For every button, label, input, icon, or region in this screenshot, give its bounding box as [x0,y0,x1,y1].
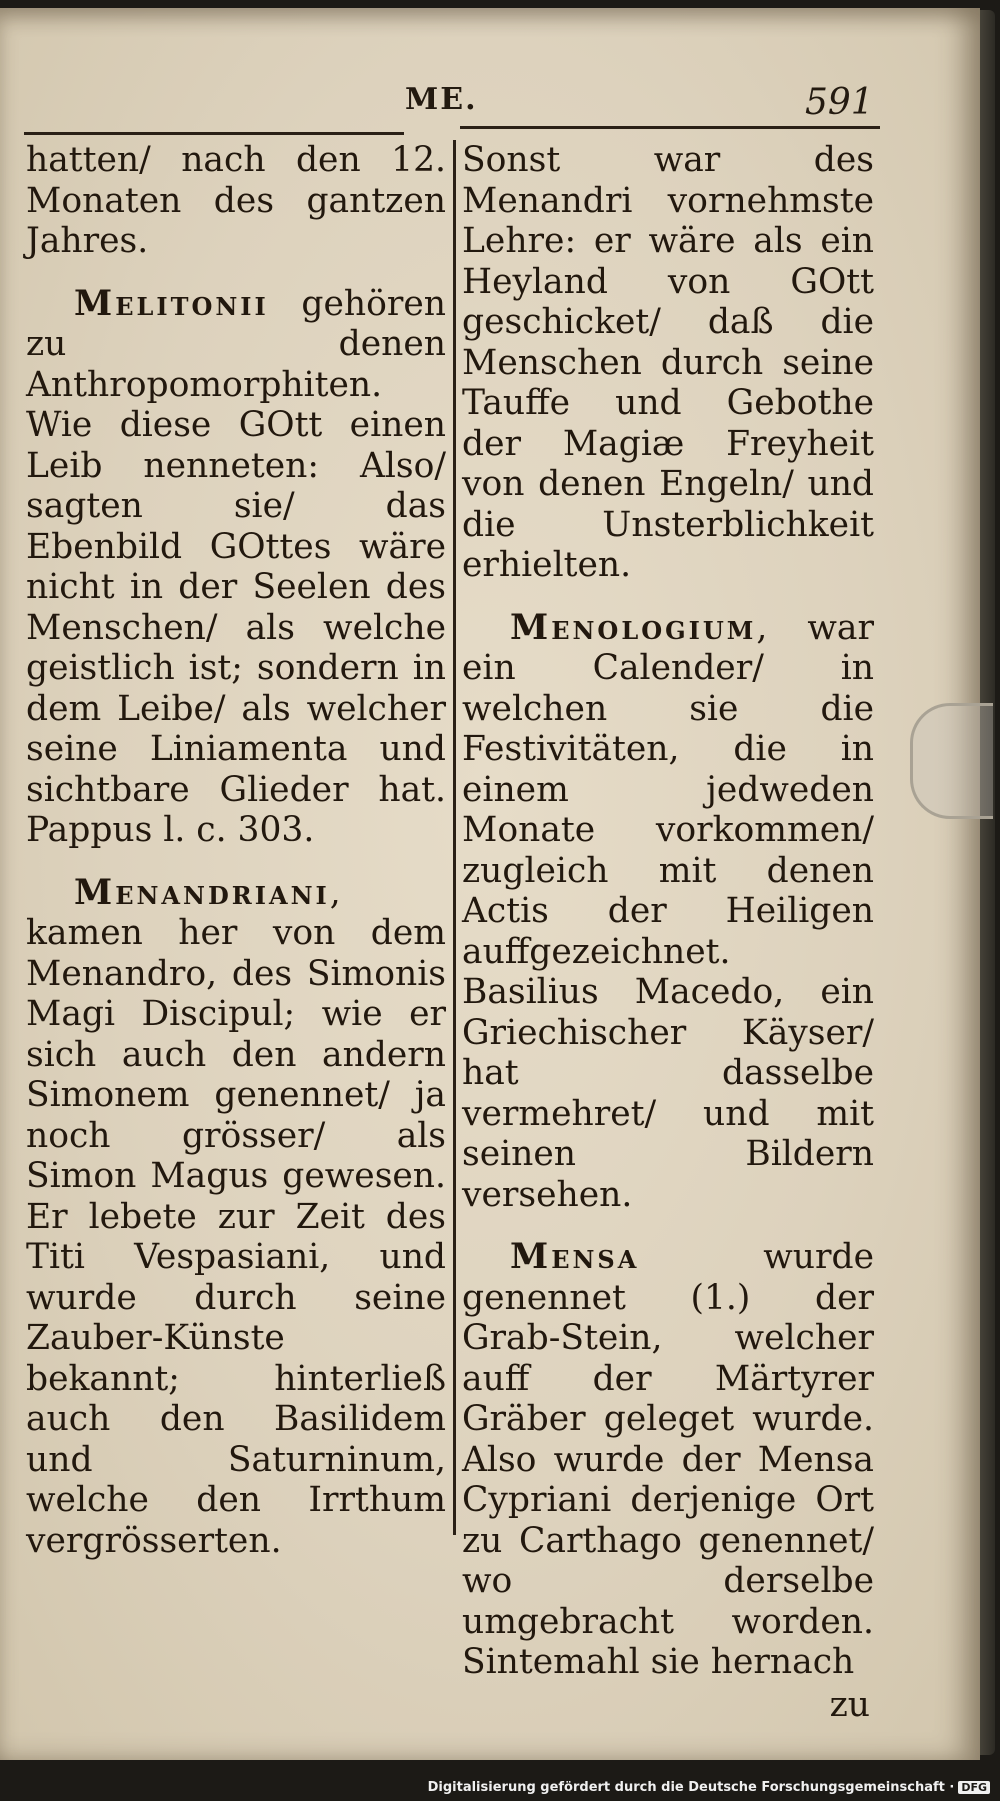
lemma-menandriani: Menandriani [74,872,330,913]
continuation-text: hatten/ nach den 12. Monaten des gantzen Jahres. [26,140,446,261]
page-number: 591 [805,82,874,123]
entry-mensa-text: wurde genennet (1.) der Grab-Stein, welcher auff der Märtyrer Gräber geleget wurde. Also wurde der Mensa Cypriani derjenige Ort zu Carthago genennet/ wo derselbe umgebracht worden. Sintemahl sie hernach [462,1237,874,1682]
digitization-credit [428,1780,990,1795]
entry-melitonii-text: gehören zu denen Anthropomorphiten. Wie diese GOtt einen Leib nenneten: Also/ sagten sie/ das Ebenbild GOttes wäre nicht in der Seelen des Menschen/ als welche geistlich ist; sondern in dem Leibe/ als welcher seine Liniamenta und sichtbare Glieder hat. Pappus l. c. 303. [26,283,446,850]
lemma-melitonii: Melitonii [74,283,269,324]
lemma-menologium: Menologium [510,607,757,648]
catchword: zu [829,1684,870,1725]
entry-menandriani [26,873,446,1562]
column-divider [453,140,456,1535]
credit-text: Digitalisierung gefördert durch die Deutsche Forschungsgemeinschaft · [427,1780,955,1795]
header-rule-left [24,132,404,135]
entry-mensa [462,1237,874,1683]
dfg-logo: DFG [958,1781,990,1794]
continuation-text-right: Sonst war des Menandri vornehmste Lehre: er wäre als ein Heyland von GOtt geschicket/ daß die Menschen durch seine Tauffe und Gebothe der Magiæ Freyheit von denen Engeln/ und die Unsterblichkeit erhielten. [462,140,874,585]
running-head: ME. [405,82,478,117]
right-column [462,140,874,1725]
header-rule-right [460,126,880,129]
lemma-mensa: Mensa [510,1237,640,1277]
entry-melitonii [26,284,446,851]
page-tab-marker [910,703,993,819]
left-column [26,140,446,1561]
entry-menologium-text: , war ein Calender/ in welchen sie die Festivitäten, die in einem jedweden Monate vorkommen/ zugleich mit denen Actis der Heiligen auffgezeichnet. Basilius Macedo, ein Griechischer Käyser/ hat dasselbe vermehret/ und mit seinen Bildern versehen. [462,607,874,1215]
entry-menandriani-text: , kamen her von dem Menandro, des Simonis Magi Discipul; wie er sich auch den andern Simonem genennet/ ja noch grösser/ als Simon Magus gewesen. Er lebete zur Zeit des Titi Vespasiani, und wurde durch seine Zauber-Künste bekannt; hinterließ auch den Basilidem und Saturninum, welche den Irrthum vergrösserten. [26,872,446,1561]
entry-menologium [462,608,874,1216]
